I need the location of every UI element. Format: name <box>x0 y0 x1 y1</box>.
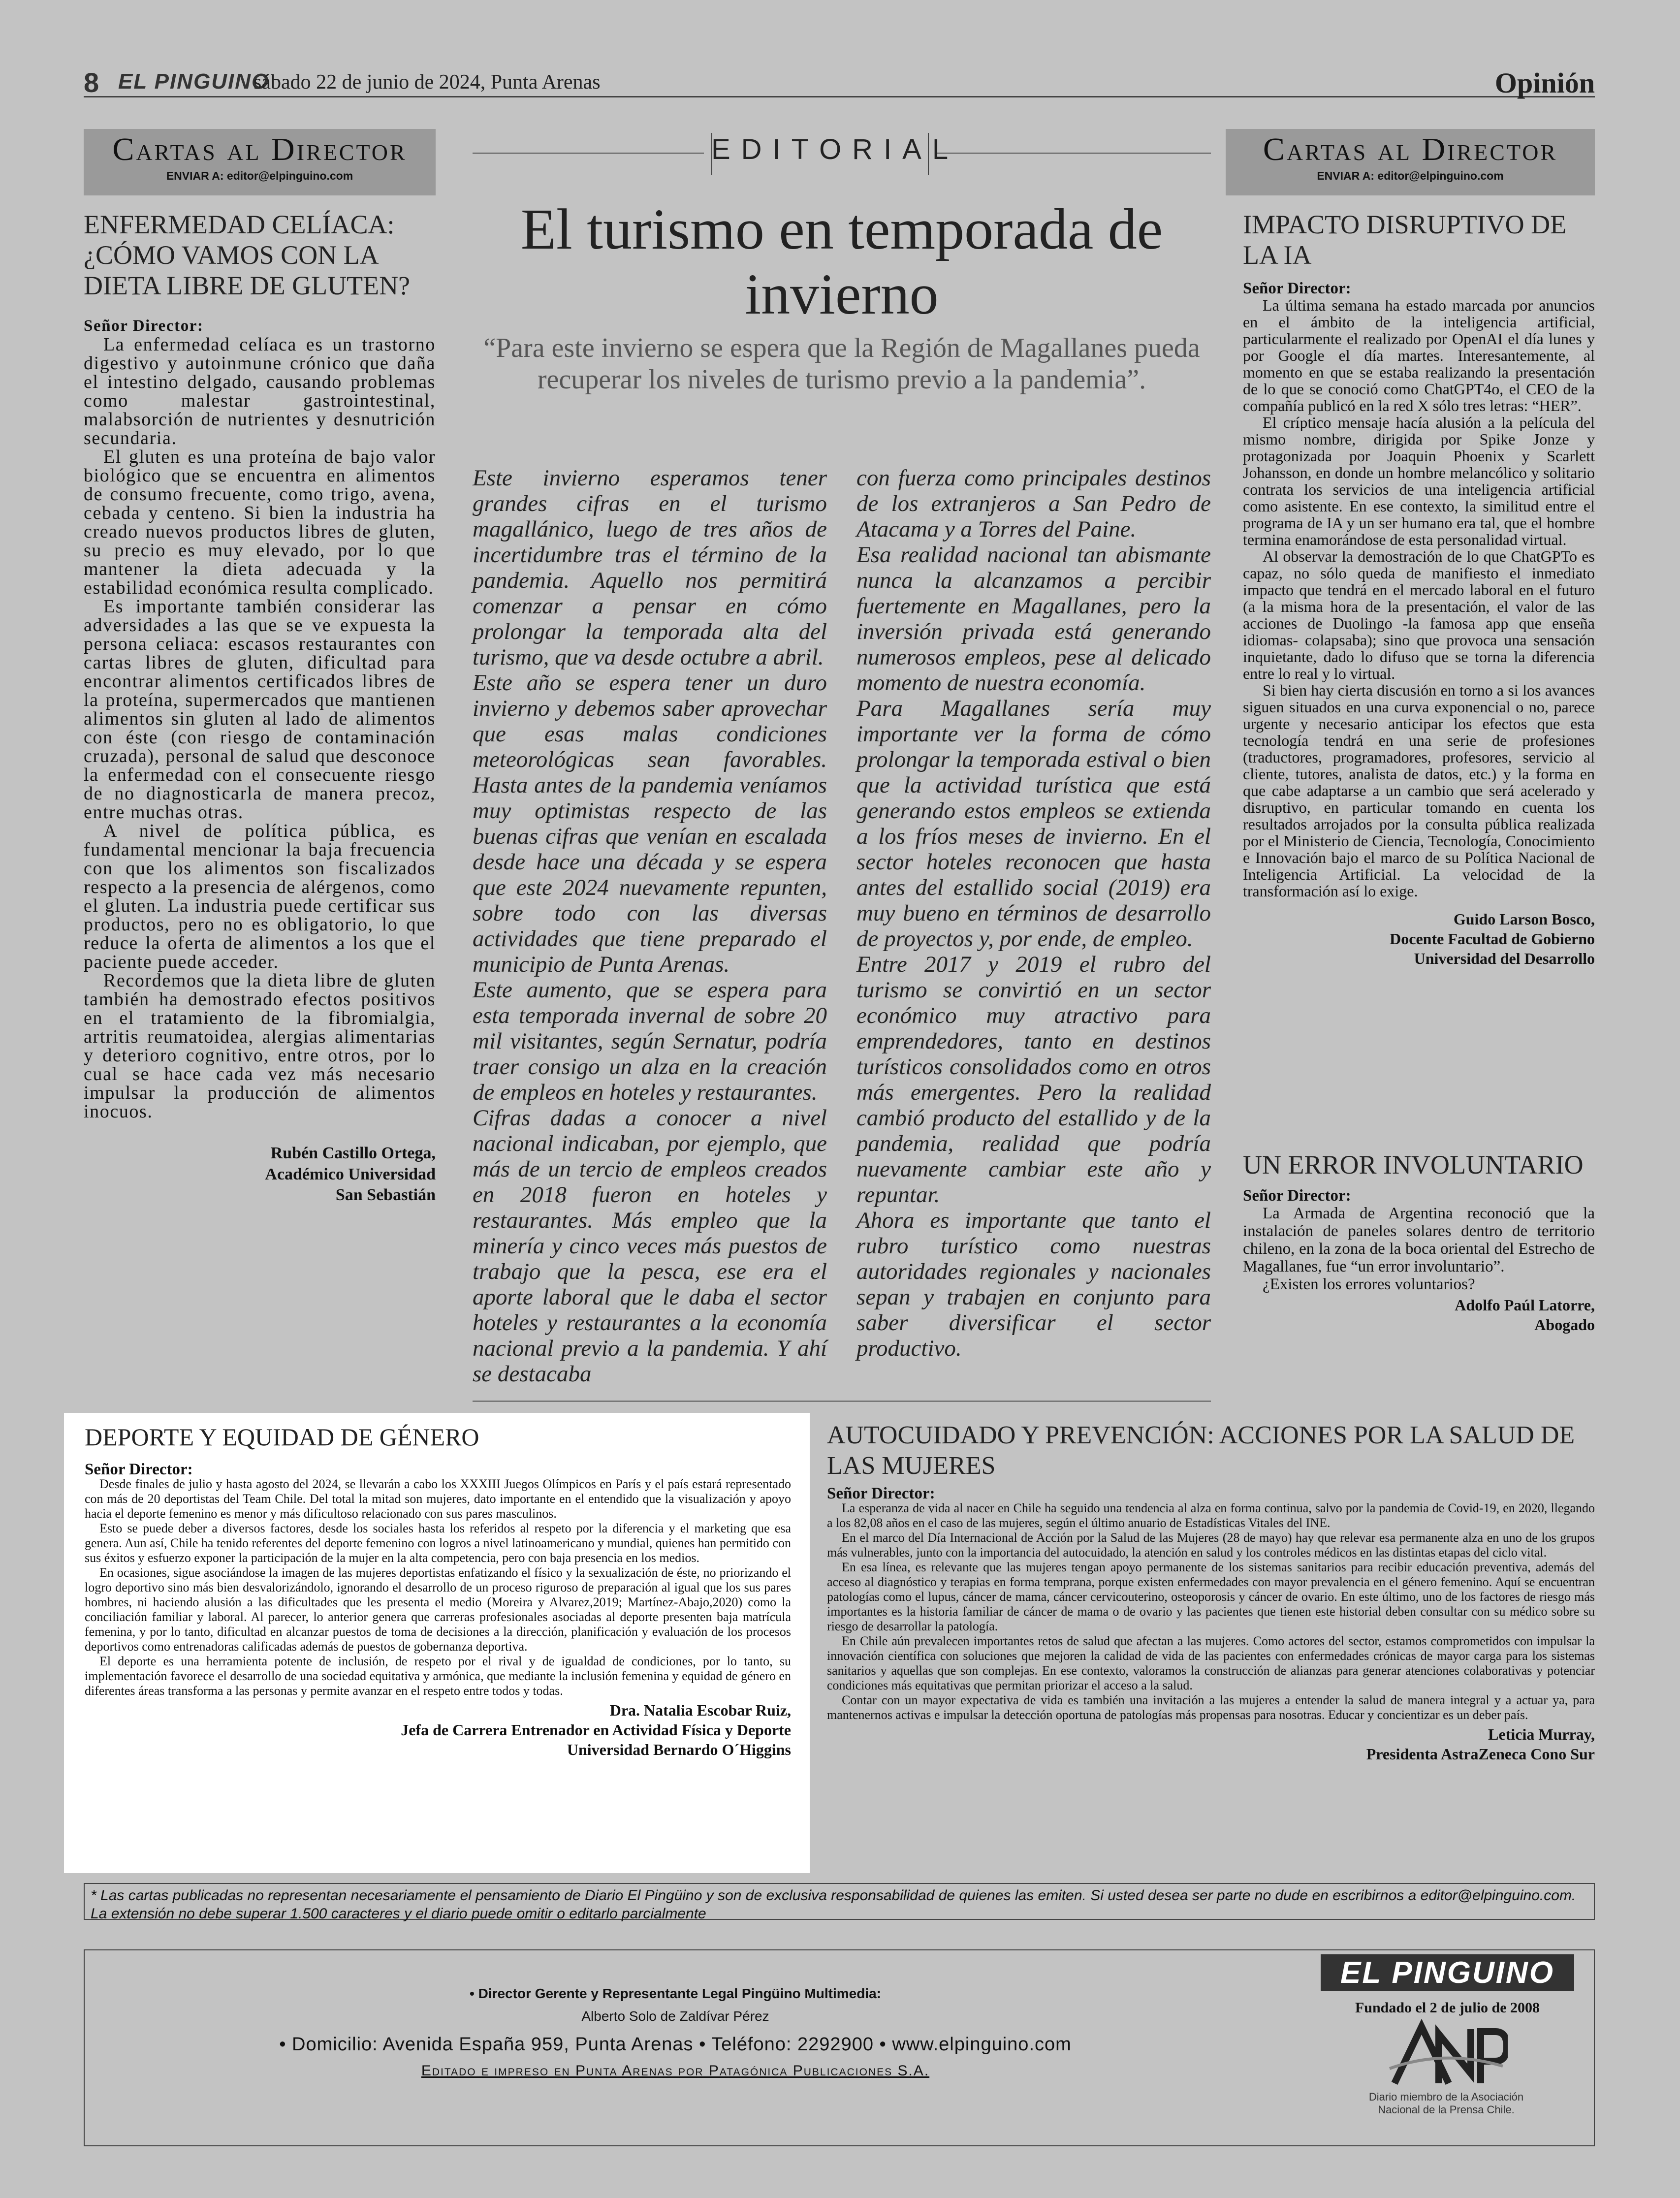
cartas-title: Cartas al Director <box>1263 131 1558 167</box>
footer <box>84 1949 1595 2146</box>
salutation: Señor Director: <box>827 1485 935 1502</box>
letter-title: UN ERROR INVOLUNTARIO <box>1243 1150 1584 1179</box>
signature-role: Docente Facultad de Gobierno <box>1390 930 1595 948</box>
paragraph: Para Magallanes sería muy importante ver la forma de cómo prolongar la temporada estival o bien que la actividad turística que está generando estos empleos se extienda a los fríos meses de invierno. En el sector hoteles reconocen que hasta antes del estallido social (2019) era muy bueno en términos de desarrollo de proyectos y, por ende, de empleo. <box>856 696 1211 952</box>
letter-celiaca <box>84 209 436 1206</box>
disclaimer: * Las cartas publicadas no representan necesariamente el pensamiento de Diario El Pingüino y son de exclusiva responsabilidad de quienes las emiten. Si usted desea ser parte no dude en escribirnos a editor@elpinguino.com. La extensión no debe superar 1.500 caracteres y el diario puede omitir o editarlo parcialmente <box>84 1883 1595 1920</box>
paragraph: A nivel de política pública, es fundamental mencionar la baja frecuencia con que los alimentos son fiscalizados respecto a la presencia de alérgenos, como el gluten. La industria puede certificar sus productos, pero no es obligatorio, lo que reduce la oferta de alimentos a los que el paciente puede acceder. <box>84 821 436 972</box>
paragraph: Desde finales de julio y hasta agosto del 2024, se llevarán a cabo los XXXIII Juegos Olímpicos en París y el país estará representado con más de 20 deportistas del Team Chile. Del total la mitad son mujeres, dato importante en el entendido que la visualización y apoyo hacia el deporte femenino es menor y más dificultoso relacionado con sus pares masculinos. <box>85 1477 791 1521</box>
anp-caption-line: Nacional de la Prensa Chile. <box>1378 2103 1515 2116</box>
signature <box>1243 909 1595 968</box>
paragraph: Recordemos que la dieta libre de gluten también ha demostrado efectos positivos en el tratamiento de la fibromialgia, artritis reumatoidea, alergias alimentarias y deterioro cognitivo, entre otros, por lo cual se hace cada vez más necesario impulsar la producción de alimentos inocuos. <box>84 970 436 1122</box>
paragraph: Es importante también considerar las adversidades a las que se ve expuesta la persona celiaca: escasos restaurantes con cartas libres de gluten, dificultad para encontrar alimentos certificados libres de la proteína, supermercados que mantienen alimentos sin gluten al lado de alimentos con éste (con riesgo de contaminación cruzada), personal de salud que desconoce la enfermedad con el consecuente riesgo de no diagnosticarla de manera precoz, entre muchas otras. <box>84 596 436 823</box>
editorial-column-2 <box>856 465 1211 1361</box>
paragraph: En Chile aún prevalecen importantes retos de salud que afectan a las mujeres. Como actores del sector, estamos comprometidos con impulsar la innovación científica con soluciones que mejoren la calidad de vida de las pacientes con enfermedades crónicas de mayor carga para los sistemas sanitarios y aquellas que son complejas. En ese contexto, valoramos la construcción de alianzas para generar atenciones colaborativas y potenciar condiciones más equitativas que permitan priorizar el acceso a la salud. <box>827 1634 1595 1692</box>
letter-ia <box>1243 209 1595 968</box>
section-title: Opinión <box>1494 67 1595 99</box>
signature-name: Rubén Castillo Ortega, <box>270 1144 436 1162</box>
letter-autocuidado <box>827 1420 1595 1764</box>
signature-org: San Sebastián <box>335 1186 436 1204</box>
newspaper-logo: EL PINGUINO <box>118 69 270 94</box>
paragraph: con fuerza como principales destinos de los extranjeros a San Pedro de Atacama y a Torres del Paine. <box>856 465 1211 542</box>
signature-org: Universidad Bernardo O´Higgins <box>567 1741 791 1758</box>
paragraph: La Armada de Argentina reconoció que la instalación de paneles solares dentro de territorio chileno, en la zona de la boca oriental del Estrecho de Magallanes, fue “un error involuntario”. <box>1243 1205 1595 1275</box>
editorial-column-1 <box>473 465 827 1387</box>
page-number: 8 <box>84 67 99 98</box>
letter-title: DEPORTE Y EQUIDAD DE GÉNERO <box>85 1423 479 1451</box>
signature-name: Guido Larson Bosco, <box>1453 910 1595 928</box>
salutation: Señor Director: <box>84 317 204 335</box>
paragraph: La enfermedad celíaca es un trastorno digestivo y autoinmune crónico que daña el intestino delgado, causando problemas como malestar gastrointestinal, malabsorción de nutrientes y desnutrición secundaria. <box>84 334 436 448</box>
signature-org: Universidad del Desarrollo <box>1414 950 1595 967</box>
letter-body <box>1243 1187 1595 1293</box>
letter-deporte <box>85 1423 791 1759</box>
paragraph: Esto se puede deber a diversos factores, desde los sociales hasta los referidos al respeto por la diferencia y el marketing que esa genera. Aun así, Chile ha tenido referentes del deporte femenino con logros a nivel latinoamericano y mundial, quienes han permitido con sus éxitos y esfuerzo exponer la participación de la mujer en la alta competencia, pero con baja presencia en los medios. <box>85 1521 791 1565</box>
anp-logo-icon <box>1385 2019 1508 2088</box>
paragraph: Si bien hay cierta discusión en torno a si los avances siguen situados en una curva exponencial o no, parece urgente y necesario anticipar los efectos que esta tecnología tendrá en una serie de profesiones (traductores, programadores, profesores, servicio al cliente, tutores, analista de datos, etc.) y la forma en que cabe adaptarse a un cambio que será acelerado y disruptivo, en particular tomando en cuenta los resultados arrojados por la consulta pública realizada por el Ministerio de Ciencia, Tecnología, Conocimiento e Innovación bajo el marco de su Política Nacional de Inteligencia Artificial. La velocidad de la transformación así lo exige. <box>1243 681 1595 900</box>
paragraph: Cifras dadas a conocer a nivel nacional indicaban, por ejemplo, que más de un tercio de empleos creados en 2018 fueron en hoteles y restaurantes. Más empleo que la minería y cinco veces más puestos de trabajo que la pesca, ese era el aporte laboral que le daba el sector hoteles y restaurantes a la economía nacional previo a la pandemia. Y ahí se destacaba <box>473 1105 827 1387</box>
paragraph: Este invierno esperamos tener grandes cifras en el turismo magallánico, luego de tres años de incertidumbre tras el término de la pandemia. Aquello nos permitirá comenzar a pensar en cómo prolongar la temporada alta del turismo, que va desde octubre a abril. <box>473 465 827 670</box>
signature <box>85 1700 791 1759</box>
paragraph: El deporte es una herramienta potente de inclusión, de respeto por el rival y de igualdad de condiciones, por lo tanto, su implementación favorece el desarrollo de una sociedad equitativa y armónica, que mediante la inclusión femenina y equidad de género en diferentes áreas transforma a las personas y permite avanzar en el respeto entre todos y todas. <box>85 1654 791 1698</box>
paragraph: En ocasiones, sigue asociándose la imagen de las mujeres deportistas enfatizando el físico y la sexualización de éste, no priorizando el logro deportivo sino más bien desvalorizándolo, ignorando el desarrollo de un proceso riguroso de preparación al igual que los sus pares hombres, ni haciendo alusión a las dificultades que les presenta el medio (Moreira y Alvarez,2019; Martínez-Abajo,2020) como la conciliación familiar y laboral. Al parecer, lo anterior genera que carreras profesionales asociadas al deporte presenten baja matrícula femenina, y por lo tanto, dificultad en alcanzar puestos de toma de decisiones a la dirección, planificación y evaluación de los procesos deportivos como entrenadoras calificadas además de puestos de gobernanza deportiva. <box>85 1565 791 1654</box>
paragraph: Al observar la demostración de lo que ChatGPTo es capaz, no sólo queda de manifiesto el inmediato impacto que tendrá en el mercado laboral en el futuro (a la misma hora de la presentación, el valor de las acciones de Duolingo -la famosa app que enseña idiomas- colapsaba); sino que provoca una sensación inquietante, dado lo difuso que se torna la diferencia entre lo real y lo virtual. <box>1243 547 1595 682</box>
footer-director-label: • Director Gerente y Representante Legal Pingüino Multimedia: <box>470 1986 881 2001</box>
signature-role: Abogado <box>1534 1316 1595 1334</box>
footer-printed: Editado e impreso en Punta Arenas por Patagónica Publicaciones S.A. <box>421 2063 930 2079</box>
footer-logo: EL PINGUINO <box>1321 1954 1574 1991</box>
signature-role: Académico Universidad <box>265 1165 436 1183</box>
page-header <box>84 66 1595 97</box>
paragraph: La última semana ha estado marcada por anuncios en el ámbito de la inteligencia artificial, particularmente el realizado por OpenAI el día lunes y por Google el día martes. Interesantemente, al momento en que se estaba realizando la presentación de lo que se conoció como ChatGPT4o, el CEO de la compañía publicó en la red X sólo tres letras: “HER”. <box>1243 296 1595 414</box>
paragraph: Este año se espera tener un duro invierno y debemos saber aprovechar que esas malas condiciones meteorológicas sean favorables. Hasta antes de la pandemia veníamos muy optimistas respecto de las buenas cifras que venían en escalada desde hace una década y se espera que este 2024 nuevamente repunten, sobre todo con las diversas actividades que tiene preparado el municipio de Punta Arenas. <box>473 670 827 977</box>
editorial-bottom-rule <box>473 1401 1211 1402</box>
anp-caption-line: Diario miembro de la Asociación <box>1368 2091 1524 2103</box>
letter-body <box>1243 280 1595 899</box>
letter-body <box>827 1486 1595 1722</box>
paragraph: Este aumento, que se espera para esta temporada invernal de sobre 20 mil visitantes, según Sernatur, podría traer consigo un alza en la creación de empleos en hoteles y restaurantes. <box>473 977 827 1105</box>
paragraph: Ahora es importante que tanto el rubro turístico como nuestras autoridades regionales y nacionales sepan y trabajen en conjunto para saber diversificar el sector productivo. <box>856 1208 1211 1361</box>
paragraph: Entre 2017 y 2019 el rubro del turismo se convirtió en un sector económico muy atractivo para emprendedores, tanto en destinos turísticos consolidados como en otros más emergentes. Pero la realidad cambió producto del estallido y de la pandemia, realidad que podría nuevamente cambiar este año y repuntar. <box>856 952 1211 1208</box>
letter-title: IMPACTO DISRUPTIVO DE LA IA <box>1243 210 1567 270</box>
cartas-title: Cartas al Director <box>112 131 407 167</box>
editorial-label: EDITORIAL <box>711 133 959 165</box>
cartas-email: ENVIAR A: editor@elpinguino.com <box>1317 169 1504 182</box>
paragraph: El gluten es una proteína de bajo valor biológico que se encuentra en alimentos de consumo frecuente, como trigo, avena, cebada y centeno. Si bien la industria ha creado nuevos productos libres de gluten, su precio es muy elevado, por lo que mantener la dieta adecuada y la estabilidad económica resulta complicado. <box>84 446 436 598</box>
cartas-header-right <box>1226 129 1595 195</box>
editorial-title: El turismo en temporada de invierno <box>520 197 1163 326</box>
cartas-header-left <box>84 129 436 195</box>
paragraph: En el marco del Día Internacional de Acción por la Salud de las Mujeres (28 de mayo) hay que relevar esa permanente alza en uno de los grupos más vulnerables, junto con la importancia del autocuidado, la atención en salud y los controles médicos en las distintas etapas del ciclo vital. <box>827 1530 1595 1560</box>
signature-role: Presidenta AstraZeneca Cono Sur <box>1366 1745 1595 1763</box>
paragraph: El críptico mensaje hacía alusión a la película del mismo nombre, dirigida por Spike Jonze y protagonizada por Joaquin Phoenix y Scarlett Johansson, en donde un hombre melancólico y solitario contrata los servicios de una inteligencia artificial como asistente. En ese contexto, la similitud entre el programa de IA y un ser humano era tal, que el hombre termina enamorándose de esta personalidad virtual. <box>1243 414 1595 548</box>
cartas-email: ENVIAR A: editor@elpinguino.com <box>166 169 353 182</box>
paragraph: En esa línea, es relevante que las mujeres tengan apoyo permanente de los sistemas sanitarios para recibir educación preventiva, además del acceso al diagnóstico y terapias en forma temprana, porque existen enfermedades con mayor prevalencia en el género femenino. Aquí se encuentran patologías como el lupus, cáncer de mama, cáncer cervicouterino, osteoporosis y cáncer de ovario. En este último, uno de los factores de riesgo más importantes es la historia familiar de cáncer de mama o de ovario y las pacientes que tienen este historial deben consultar con su médico sobre su riesgo de desarrollar la patología. <box>827 1560 1595 1633</box>
paragraph: Contar con un mayor expectativa de vida es también una invitación a las mujeres a entender la salud de manera integral y a actuar ya, para mantenernos activas e impulsar la detección oportuna de patologías más propensas para nosotras. Educar y concientizar es un deber país. <box>827 1693 1595 1722</box>
letter-error <box>1243 1149 1595 1335</box>
salutation: Señor Director: <box>1243 280 1351 297</box>
paragraph: ¿Existen los errores voluntarios? <box>1263 1275 1475 1293</box>
signature <box>827 1724 1595 1764</box>
signature-name: Adolfo Paúl Latorre, <box>1455 1296 1595 1314</box>
anp-caption <box>1328 2091 1564 2116</box>
letter-title: ENFERMEDAD CELÍACA: ¿CÓMO VAMOS CON LA DIETA LIBRE DE GLUTEN? <box>84 210 411 300</box>
letter-deporte-box <box>64 1413 810 1873</box>
footer-director-name: Alberto Solo de Zaldívar Pérez <box>581 2008 769 2024</box>
paragraph: Esa realidad nacional tan abismante nunca la alcanzamos a percibir fuertemente en Magallanes, pero la inversión privada está generando numerosos empleos, pese al delicado momento de nuestra economía. <box>856 542 1211 696</box>
signature-name: Dra. Natalia Escobar Ruiz, <box>609 1701 791 1719</box>
footer-founded: Fundado el 2 de julio de 2008 <box>1355 2000 1540 2016</box>
signature-role: Jefa de Carrera Entrenador en Actividad Física y Deporte <box>401 1721 791 1739</box>
paragraph: La esperanza de vida al nacer en Chile ha seguido una tendencia al alza en forma continua, salvo por la pandemia de Covid-19, en 2020, llegando a los 82,08 años en el caso de las mujeres, según el último anuario de Estadísticas Vitales del INE. <box>827 1501 1595 1530</box>
editorial-rule <box>473 153 704 154</box>
footer-address: • Domicilio: Avenida España 959, Punta Arenas • Teléfono: 2292900 • www.elpinguino.com <box>279 2034 1072 2055</box>
salutation: Señor Director: <box>1243 1187 1351 1205</box>
letter-body <box>84 317 436 1121</box>
signature <box>1243 1295 1595 1335</box>
editorial-quote: “Para este invierno se espera que la Región de Magallanes pueda recuperar los niveles de turismo previo a la pandemia”. <box>483 333 1200 395</box>
signature <box>84 1143 436 1206</box>
date-line: sábado 22 de junio de 2024, Punta Arenas <box>254 71 601 94</box>
salutation: Señor Director: <box>85 1461 193 1478</box>
editorial-rule <box>935 153 1211 154</box>
letter-body <box>85 1462 791 1698</box>
signature-name: Leticia Murray, <box>1488 1725 1595 1743</box>
letter-title: AUTOCUIDADO Y PREVENCIÓN: ACCIONES POR LA SALUD DE LAS MUJERES <box>827 1421 1575 1480</box>
